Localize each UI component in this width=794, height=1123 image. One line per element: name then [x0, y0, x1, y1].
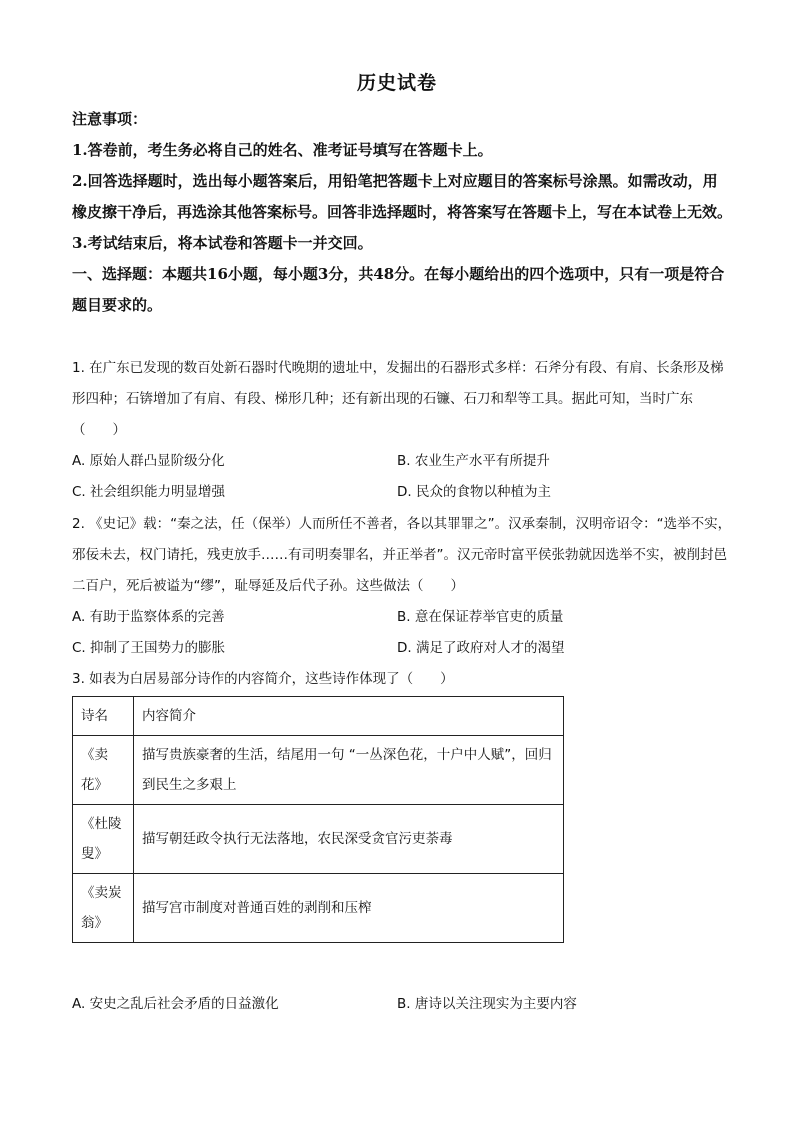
- notice-heading: 注意事项：: [72, 110, 148, 128]
- table-row: [73, 805, 564, 874]
- option-a[interactable]: A. 有助于监察体系的完善: [72, 609, 225, 625]
- poem-summary: 描写宫市制度对普通百姓的剥削和压榨: [134, 874, 564, 943]
- poem-name: 《杜陵叟》: [73, 805, 134, 874]
- notice-block: [72, 104, 732, 321]
- poem-name: 《卖炭翁》: [73, 874, 134, 943]
- table-row: [73, 874, 564, 943]
- poem-summary: 描写贵族豪奢的生活，结尾用一句 “一丛深色花，十户中人赋”，回归到民生之多艰上: [134, 736, 564, 805]
- option-b[interactable]: B. 农业生产水平有所提升: [397, 453, 550, 469]
- poem-name: 《卖花》: [73, 736, 134, 805]
- question-2: [72, 509, 732, 602]
- table-header-cell: 诗名: [73, 697, 134, 736]
- question-3: [72, 664, 732, 695]
- option-b[interactable]: B. 唐诗以关注现实为主要内容: [397, 996, 577, 1012]
- question-stem: 3. 如表为白居易部分诗作的内容简介，这些诗作体现了（ ）: [72, 671, 454, 687]
- option-d[interactable]: D. 满足了政府对人才的渴望: [397, 640, 565, 656]
- option-a[interactable]: A. 原始人群凸显阶级分化: [72, 453, 225, 469]
- notice-item-3: 3.考试结束后，将本试卷和答题卡一并交回。: [72, 234, 373, 252]
- poem-table: [72, 696, 564, 943]
- table-header-row: [73, 697, 564, 736]
- question-stem: 2. 《史记》载：“秦之法，任（保举）人而所任不善者，各以其罪罪之”。汉承秦制，汉明帝诏令：“选举不实，邪佞未去，权门请托，残吏放手……有司明奏罪名，并正举者”。汉元帝时富平侯张勃就因选举不实，被削封邑二百户，死后被谥为“缪”，耻辱延及后代子孙。这些做法（ ）: [72, 516, 732, 594]
- option-a[interactable]: A. 安史之乱后社会矛盾的日益激化: [72, 996, 279, 1012]
- notice-item-2: 2.回答选择题时，选出每小题答案后，用铅笔把答题卡上对应题目的答案标号涂黑。如需改动，用橡皮擦干净后，再选涂其他答案标号。回答非选择题时，将答案写在答题卡上，写在本试卷上无效。: [72, 172, 733, 221]
- question-1-options: [72, 446, 732, 508]
- table-header-cell: 内容简介: [134, 697, 564, 736]
- notice-item-1: 1.答卷前，考生务必将自己的姓名、准考证号填写在答题卡上。: [72, 141, 493, 159]
- question-1: [72, 353, 732, 446]
- table-row: [73, 736, 564, 805]
- option-b[interactable]: B. 意在保证荐举官吏的质量: [397, 609, 564, 625]
- option-d[interactable]: D. 民众的食物以种植为主: [397, 484, 551, 500]
- question-stem: 1. 在广东已发现的数百处新石器时代晚期的遗址中，发掘出的石器形式多样：石斧分有段、有肩、长条形及梯形四种；石锛增加了有肩、有段、梯形几种；还有新出现的石镰、石刀和犁等工具。据此可知，当时广东（ ）: [72, 360, 724, 438]
- poem-summary: 描写朝廷政令执行无法落地，农民深受贪官污吏荼毒: [134, 805, 564, 874]
- option-c[interactable]: C. 社会组织能力明显增强: [72, 484, 226, 500]
- section-heading: 一、选择题：本题共16小题，每小题3分，共48分。在每小题给出的四个选项中，只有一项是符合题目要求的。: [72, 265, 725, 314]
- question-3-options: [72, 989, 732, 1020]
- question-2-options: [72, 602, 732, 664]
- exam-title: 历史试卷: [356, 72, 437, 94]
- option-c[interactable]: C. 抑制了王国势力的膨胀: [72, 640, 226, 656]
